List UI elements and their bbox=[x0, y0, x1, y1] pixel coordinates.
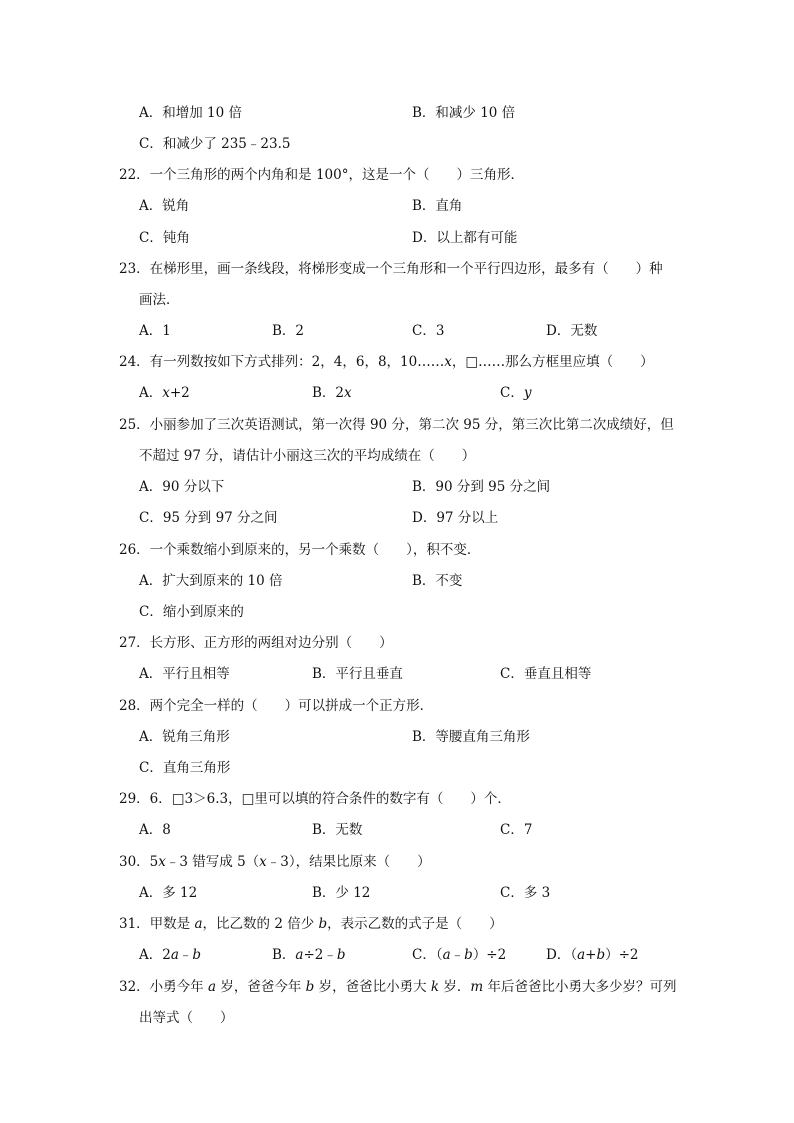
question-32-text: 岁． bbox=[439, 979, 471, 995]
question-30-text: ﹣3 错写成 5（ bbox=[165, 854, 260, 870]
question-32-text: 年后爸爸比小勇大多少岁？可列 bbox=[483, 979, 677, 995]
question-31-text: ，表示乙数的式子是（ ） bbox=[327, 916, 503, 932]
variable-b: b bbox=[464, 947, 473, 963]
option-d: D．无数 bbox=[546, 323, 598, 339]
option-b-text: B． bbox=[272, 947, 296, 963]
option-a: A．8 bbox=[139, 822, 171, 838]
question-22: 22．一个三角形的两个内角和是 100°，这是一个（ ）三角形． bbox=[119, 167, 524, 183]
variable-a: a bbox=[577, 947, 586, 963]
option-b: B．2 bbox=[272, 323, 305, 339]
question-23-continued: 画法． bbox=[139, 292, 180, 308]
variable-y: y bbox=[523, 385, 532, 401]
question-27: 27．长方形、正方形的两组对边分别（ ） bbox=[119, 635, 393, 651]
variable-a: a bbox=[442, 947, 451, 963]
option-d-text: ）÷2 bbox=[605, 947, 639, 963]
option-c: C．3 bbox=[412, 323, 445, 339]
question-30-text: ﹣3），结果比原来（ ） bbox=[266, 854, 431, 870]
option-d: D．97 分以上 bbox=[412, 510, 499, 526]
option-c: C．缩小到原来的 bbox=[139, 604, 244, 620]
variable-m: m bbox=[470, 979, 484, 995]
option-b: B．90 分到 95 分之间 bbox=[412, 479, 551, 495]
option-a: A．平行且相等 bbox=[139, 666, 230, 682]
option-b-label: B．2 bbox=[312, 385, 345, 401]
option-c: C．和减少了 235﹣23.5 bbox=[139, 136, 291, 152]
option-c: C．直角三角形 bbox=[139, 760, 231, 776]
option-a-label: A． bbox=[139, 385, 163, 401]
question-32 bbox=[119, 978, 676, 996]
option-c: C．95 分到 97 分之间 bbox=[139, 510, 278, 526]
option-c: C．钝角 bbox=[139, 230, 190, 246]
option-d: D．以上都有可能 bbox=[412, 230, 518, 246]
question-24-text-end: ，□……那么方框里应填（ ） bbox=[451, 354, 654, 370]
question-32-continued: 出等式（ ） bbox=[139, 1010, 234, 1026]
question-31-text: ，比乙数的 2 倍少 bbox=[202, 916, 319, 932]
question-30-text: 30．5 bbox=[119, 854, 159, 870]
option-b: B．和减少 10 倍 bbox=[412, 105, 516, 121]
option-a bbox=[139, 946, 201, 964]
variable-x: x bbox=[259, 854, 267, 870]
option-a: A．多 12 bbox=[139, 885, 198, 901]
option-b: B．不变 bbox=[412, 573, 463, 589]
option-c bbox=[500, 384, 531, 402]
variable-k: k bbox=[430, 979, 440, 995]
option-b: B．少 12 bbox=[312, 885, 371, 901]
question-29: 29．6．□3＞6.3，□里可以填的符合条件的数字有（ ）个． bbox=[119, 791, 511, 807]
question-25: 25．小丽参加了三次英语测试，第一次得 90 分，第二次 95 分，第三次比第二次成绩好，但 bbox=[119, 417, 674, 433]
question-32-text: 岁，爸爸今年 bbox=[216, 979, 306, 995]
option-a: A．锐角 bbox=[139, 198, 190, 214]
question-26: 26．一个乘数缩小到原来的，另一个乘数（ ），积不变． bbox=[119, 542, 481, 558]
variable-b: b bbox=[305, 979, 315, 995]
question-32-text: 32．小勇今年 bbox=[119, 979, 208, 995]
variable-b: b bbox=[596, 947, 606, 963]
option-b-text: ÷2﹣ bbox=[303, 947, 337, 963]
option-b: B．直角 bbox=[412, 198, 463, 214]
question-31 bbox=[119, 915, 503, 933]
question-30 bbox=[119, 853, 431, 871]
option-a: A．1 bbox=[139, 323, 171, 339]
option-c-text: ﹣ bbox=[450, 947, 465, 963]
variable-x: x bbox=[158, 854, 166, 870]
question-24 bbox=[119, 353, 654, 371]
option-c: C．垂直且相等 bbox=[500, 666, 592, 682]
option-b bbox=[312, 384, 352, 402]
question-24-text: 24．有一列数按如下方式排列：2，4，6，8，10…… bbox=[119, 354, 445, 370]
option-c bbox=[412, 946, 506, 964]
variable-a: a bbox=[170, 947, 179, 963]
option-a-text: ﹣ bbox=[178, 947, 193, 963]
option-c: C．多 3 bbox=[500, 885, 551, 901]
option-b bbox=[272, 946, 346, 964]
option-a: A．扩大到原来的 10 倍 bbox=[139, 573, 283, 589]
question-28: 28．两个完全一样的（ ）可以拼成一个正方形． bbox=[119, 698, 434, 714]
option-b: B．平行且垂直 bbox=[312, 666, 403, 682]
option-c: C．7 bbox=[500, 822, 533, 838]
option-a-rest: +2 bbox=[169, 385, 190, 401]
option-a: A．和增加 10 倍 bbox=[139, 105, 243, 121]
option-a: A．90 分以下 bbox=[139, 479, 225, 495]
option-d-text: D．（ bbox=[546, 947, 578, 963]
variable-a: a bbox=[194, 916, 203, 932]
question-25-continued: 不超过 97 分，请估计小丽这三次的平均成绩在（ ） bbox=[139, 448, 476, 464]
question-23: 23．在梯形里，画一条线段，将梯形变成一个三角形和一个平行四边形，最多有（ ）种 bbox=[119, 261, 663, 277]
question-32-text: 岁，爸爸比小勇大 bbox=[314, 979, 431, 995]
variable-x: x bbox=[344, 385, 352, 401]
variable-a: a bbox=[207, 979, 217, 995]
variable-b: b bbox=[336, 947, 346, 963]
option-d bbox=[546, 946, 639, 964]
option-c-text: C．（ bbox=[412, 947, 443, 963]
option-c-text: ）÷2 bbox=[472, 947, 507, 963]
option-a: A．锐角三角形 bbox=[139, 729, 230, 745]
question-31-text: 31．甲数是 bbox=[119, 916, 195, 932]
variable-x: x bbox=[162, 385, 170, 401]
variable-a: a bbox=[295, 947, 304, 963]
option-b: B．无数 bbox=[312, 822, 363, 838]
variable-b: b bbox=[192, 947, 202, 963]
option-a bbox=[139, 384, 190, 402]
option-d-text: + bbox=[585, 947, 597, 963]
option-c-label: C． bbox=[500, 385, 524, 401]
option-a-text: A．2 bbox=[139, 947, 171, 963]
variable-x: x bbox=[444, 354, 452, 370]
option-b: B．等腰直角三角形 bbox=[412, 729, 530, 745]
variable-b: b bbox=[318, 916, 328, 932]
